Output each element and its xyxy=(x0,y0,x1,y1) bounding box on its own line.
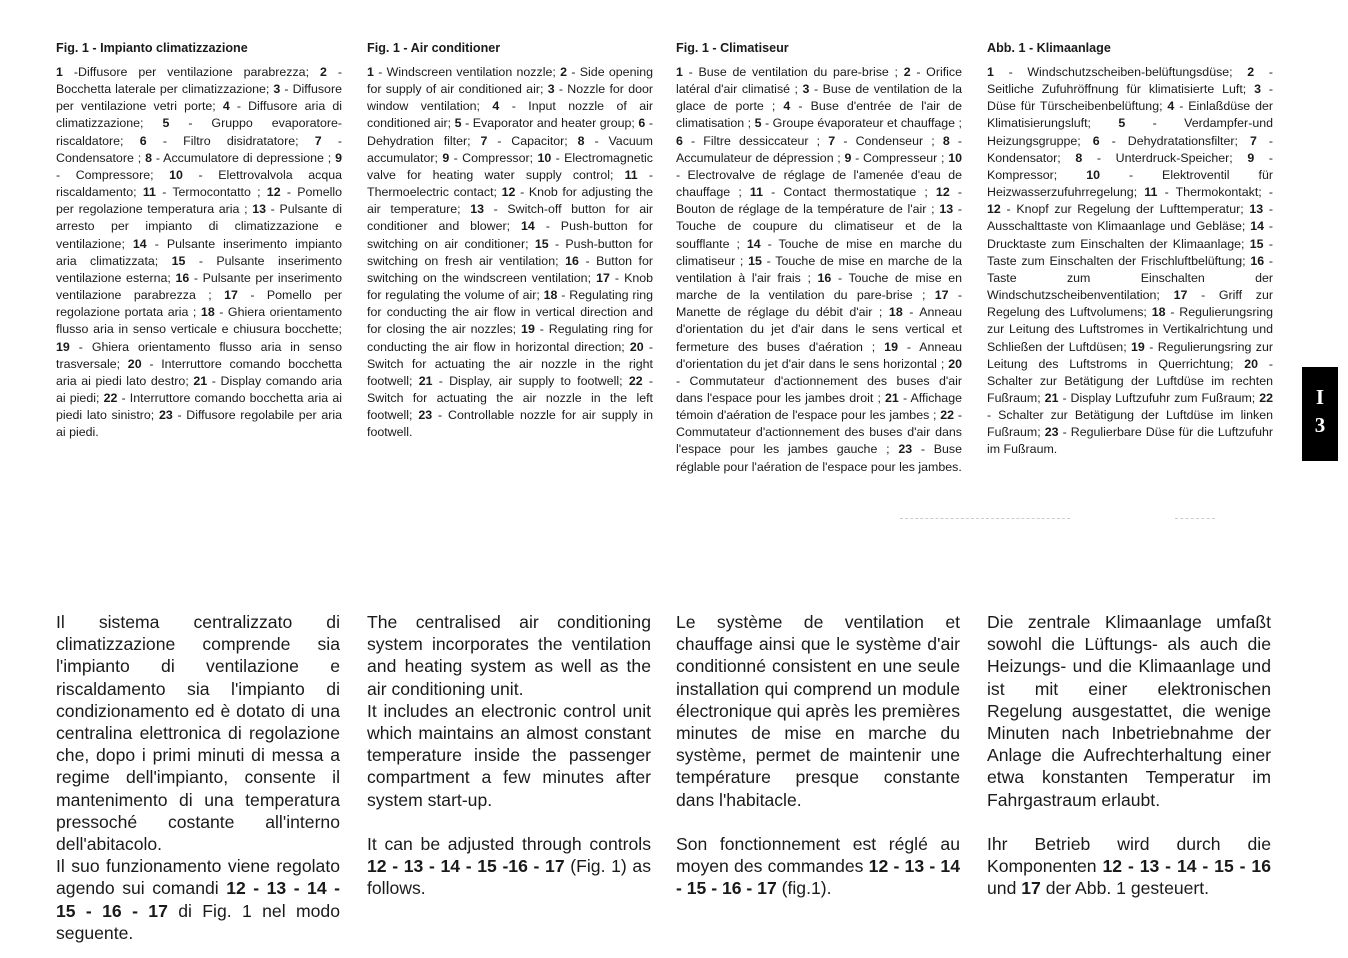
legend-item-number: 9 xyxy=(844,150,852,165)
body-text: The centralised air conditioning system incorporates the ventilation and heating system as well as the air conditioning unit. xyxy=(367,612,651,699)
body-text: Il suo funzionamento viene regolato agendo sui comandi xyxy=(56,856,340,899)
legend-item-number: 14 xyxy=(1250,219,1265,234)
legend-item-number: 21 xyxy=(885,390,899,405)
body-text: di Fig. 1 nel modo seguente. xyxy=(56,900,340,943)
legend-item-text: - Ghiera orientamento flusso aria in senso verticale e chiusura bocchette; xyxy=(56,305,342,337)
legend-title: Fig. 1 - Impianto climatizzazione xyxy=(56,41,248,55)
legend-german xyxy=(987,40,1273,459)
legend-item-text: - Touche de coupure du climatiseur et de la soufflante ; xyxy=(676,202,962,251)
legend-title: Abb. 1 - Klimaanlage xyxy=(987,41,1111,55)
body-text: It includes an electronic control unit which maintains an almost constant temperature inside the passenger compartment a few minutes after system start-up. xyxy=(367,700,651,810)
legend-item-text: - Gruppo evaporatore-riscaldatore; xyxy=(56,116,342,148)
legend-item-number: 5 xyxy=(754,116,762,131)
body-paragraph xyxy=(676,611,960,811)
legend-item-number: 10 xyxy=(1086,167,1100,182)
legend-item-number: 8 xyxy=(145,150,152,165)
legend-item-text: - Diffusore aria di climatizzazione; xyxy=(56,99,342,131)
legend-item-text: - Accumulatore di depressione ; xyxy=(155,150,336,165)
legend-item-number: 19 xyxy=(56,339,70,354)
legend-item-number: 6 xyxy=(676,133,683,148)
legend-item-text: - Dehydration filter; xyxy=(367,116,653,148)
legend-item-number: 1 xyxy=(367,65,374,79)
legend-title: Fig. 1 - Air conditioner xyxy=(367,41,501,55)
legend-item-text: - Switch for actuating the air nozzle in the left footwell; xyxy=(367,373,654,423)
body-paragraphs xyxy=(987,611,1271,833)
legend-item-text: - Regulating ring for conducting the air flow in horizontal direction; xyxy=(367,322,653,354)
legend-item-text: - Anneau d'orientation du jet d'air dans le sens vertical et fermeture des buses d'aération ; xyxy=(676,305,963,354)
body-text: It can be adjusted through controls xyxy=(367,834,651,854)
divider xyxy=(1175,518,1215,519)
legend-item-number: 12 xyxy=(987,202,1001,217)
legend-item-text: - Button for switching on the windscreen ventilation; xyxy=(367,253,653,285)
legend-item-text: - Vacuum accumulator; xyxy=(367,133,653,165)
legend-item-text: - Pomello per regolazione portata aria ; xyxy=(56,288,342,320)
body-text: Son fonctionnement est réglé au moyen des commandes xyxy=(676,834,960,877)
legend-item-number: 3 xyxy=(547,82,555,97)
legend-item-text: - Interruttore comando bocchetta aria ai piedi lato sinistro; xyxy=(56,390,342,423)
legend-item-number: 12 xyxy=(266,185,281,200)
legend-item-number: 11 xyxy=(624,167,638,182)
legend-item-text: - Compressor; xyxy=(453,150,538,165)
legend-item-text: - Diffusore per ventilazione vetri porte; xyxy=(56,82,342,114)
legend-item-number: 9 xyxy=(442,150,450,165)
legend-item-number: 2 xyxy=(903,65,911,79)
legend-item-number: 13 xyxy=(1249,202,1264,217)
legend-item-text: - Contact thermostatique ; xyxy=(771,185,936,200)
legend-title: Fig. 1 - Climatiseur xyxy=(676,41,789,55)
legend-item-text: - Einlaßdüse der Klimatisierungsluft; xyxy=(987,99,1273,131)
legend-item-number: 8 xyxy=(942,133,950,148)
control-numbers: 12 - 13 - 14 - 15 -16 - 17 xyxy=(367,856,565,877)
legend-item-text: - Push-button for switching on fresh air ventilation; xyxy=(367,236,654,268)
legend-items xyxy=(56,64,342,441)
legend-item-text: - Elettrovalvola acqua riscaldamento; xyxy=(56,167,343,200)
legend-item-text: - Pulsante inserimento ventilazione esterna; xyxy=(56,253,343,285)
legend-item-number: 6 xyxy=(638,116,646,131)
legend-item-number: 19 xyxy=(884,339,898,354)
legend-item-number: 17 xyxy=(934,288,949,303)
legend-item-number: 1 xyxy=(56,65,63,79)
legend-item-number: 20 xyxy=(1244,356,1259,371)
legend-item-text: - Schalter zur Betätigung der Luftdüse im linken Fußraum; xyxy=(987,408,1273,440)
legend-item-number: 10 xyxy=(948,150,962,165)
legend-item-text: - Condensatore ; xyxy=(56,133,342,165)
control-numbers: 12 - 13 - 14 - 15 - 16 - 17 xyxy=(676,856,960,899)
legend-item-number: 21 xyxy=(418,373,433,388)
legend-item-number: 13 xyxy=(252,202,266,217)
legend-item-number: 18 xyxy=(888,305,903,320)
legend-item-text: - Filtro disidratatore; xyxy=(162,133,315,148)
legend-item-number: 15 xyxy=(748,253,762,268)
legend-item-text: - Commutateur d'actionnement des buses d'air dans l'espace pour les jambes droit ; xyxy=(676,373,962,405)
legend-item-number: 7 xyxy=(1249,133,1257,148)
legend-item-number: 21 xyxy=(1044,390,1059,405)
legend-item-number: 8 xyxy=(577,133,585,148)
legend-item-number: 23 xyxy=(898,442,913,457)
legend-item-text: - Side opening for supply of air conditioned air; xyxy=(367,65,653,97)
legend-item-number: 6 xyxy=(139,133,147,148)
legend-item-text: - Manette de réglage du débit d'air ; xyxy=(676,288,962,320)
legend-item-number: 17 xyxy=(1173,288,1188,303)
legend-item-text: - Schalter zur Betätigung der Luftdüse im rechten Fußraum; xyxy=(987,356,1273,405)
legend-item-number: 18 xyxy=(543,288,558,303)
legend-item-text: - Touche de mise en marche du climatiseur ; xyxy=(676,236,962,268)
body-text-english xyxy=(367,611,651,900)
legend-item-text: - Pomello per regolazione temperatura aria ; xyxy=(56,185,342,217)
legend-item-text: - Kompressor; xyxy=(987,150,1273,182)
legend-item-number: 17 xyxy=(224,288,238,303)
legend-item-text: - Bouton de réglage de la température de l'air ; xyxy=(676,185,962,217)
legend-item-text: - Buse réglable pour l'aération de l'espace pour les jambes. xyxy=(676,442,963,474)
legend-item-text: - Dehydratationsfilter; xyxy=(1111,133,1250,148)
legend-item-text: - Commutateur d'actionnement des buses d'air dans l'espace pour les jambes gauche ; xyxy=(676,408,962,457)
legend-item-number: 2 xyxy=(560,65,568,79)
body-paragraph xyxy=(987,611,1271,811)
legend-item-text: - Capacitor; xyxy=(497,133,578,148)
legend-item-number: 4 xyxy=(492,99,500,114)
page-number: 3 xyxy=(1314,413,1326,437)
legend-item-text: - Orifice latéral d'air climatisé ; xyxy=(676,65,962,97)
legend-item-number: 11 xyxy=(142,185,156,200)
control-numbers: 12 - 13 - 14 - 15 - 16 - 17 xyxy=(56,878,340,921)
controls-paragraph xyxy=(367,833,651,900)
body-paragraph xyxy=(367,700,651,811)
legend-item-text: - Display comando aria ai piedi; xyxy=(56,373,342,405)
legend-item-number: 15 xyxy=(171,253,186,268)
legend-item-number: 4 xyxy=(1167,99,1175,114)
legend-item-number: 20 xyxy=(948,356,962,371)
legend-item-text: - Diffusore regolabile per aria ai piedi. xyxy=(56,408,342,440)
legend-item-text: - Regulierungsring zur Leitung des Luftstroms in Querrichtung; xyxy=(987,339,1273,371)
legend-item-number: 13 xyxy=(470,202,485,217)
legend-item-number: 4 xyxy=(783,99,791,114)
legend-item-text: - Düse für Türscheibenbelüftung; xyxy=(987,82,1273,114)
legend-item-text: - Taste zum Einschalten der Frischluftbelüftung; xyxy=(987,236,1273,268)
legend-item-text: - Thermokontakt; - xyxy=(1164,185,1273,200)
legend-item-text: - Affichage témoin d'aération de l'espace pour les jambes ; xyxy=(676,390,962,423)
section-tab xyxy=(1302,367,1338,461)
body-paragraph xyxy=(56,611,340,855)
legend-item-number: 1 xyxy=(676,65,683,79)
legend-item-text: - Compressore; xyxy=(56,167,170,182)
legend-item-number: 22 xyxy=(628,373,643,388)
legend-item-text: - Groupe évaporateur et chauffage ; xyxy=(765,116,962,131)
legend-item-text: - Push-button for switching on air conditioner; xyxy=(367,219,654,251)
legend-item-text: - Drucktaste zum Einschalten der Klimaanlage; xyxy=(987,219,1273,251)
legend-item-number: 12 xyxy=(501,185,516,200)
legend-item-text: - Pulsante per inserimento ventilazione parabrezza ; xyxy=(56,270,342,303)
legend-item-number: 23 xyxy=(418,408,433,423)
legend-item-text: - Touche de mise en marche de la ventilation du pare-brise ; xyxy=(676,270,962,303)
legend-item-text: - Electromagnetic valve for heating water supply control; xyxy=(367,150,653,182)
legend-item-text: - Ausschalttaste von Klimaanlage und Gebläse; xyxy=(987,202,1273,234)
legend-items xyxy=(367,64,653,441)
legend-item-text: - Seitliche Zufuhröffnung für klimatisierte Luft; xyxy=(987,65,1273,97)
legend-item-text: - Accumulateur de dépression ; xyxy=(676,133,962,165)
legend-item-text: - Regulierungsring zur Leitung des Luftstromes in Vertikalrichtung und Schließen der Luftdüsen; xyxy=(987,305,1273,354)
legend-item-number: 5 xyxy=(454,116,462,131)
legend-item-number: 21 xyxy=(193,373,208,388)
controls-paragraph xyxy=(987,833,1271,900)
legend-item-number: 4 xyxy=(222,99,230,114)
controls-paragraph xyxy=(676,833,960,900)
legend-item-text: - Knob for adjusting the air temperature; xyxy=(367,185,653,217)
legend-item-number: 16 xyxy=(1250,253,1265,268)
legend-item-number: 14 xyxy=(521,219,535,234)
section-letter: I xyxy=(1315,385,1325,409)
body-paragraphs xyxy=(367,611,651,833)
legend-item-text: - Kondensator; xyxy=(987,133,1273,165)
control-numbers: 17 xyxy=(1021,878,1041,899)
legend-item-text: - Regulating ring for conducting the air flow in vertical direction and for closing the air nozzles; xyxy=(367,288,653,337)
legend-item-number: 13 xyxy=(939,202,954,217)
legend-english xyxy=(367,40,653,441)
body-text: Die zentrale Klimaanlage umfaßt sowohl die Lüftungs- als auch die Heizungs- und die Klimaanlage und ist mit einer elektronischen Regelung ausgestattet, die wenige Minuten nach Inbetriebnahme der Anlage die Aufrechterhaltung einer etwa konstanten Temperatur im Fahrgastraum erlaubt. xyxy=(987,612,1271,810)
legend-item-text: - Elektroventil für Heizwasserzufuhrregelung; xyxy=(987,167,1273,200)
legend-item-text: - Compresseur ; xyxy=(855,150,949,165)
body-text: (Fig. 1) as follows. xyxy=(367,856,651,899)
controls-paragraph xyxy=(56,855,340,944)
legend-item-number: 16 xyxy=(175,270,190,285)
legend-item-number: 1 xyxy=(987,65,994,79)
legend-item-text: - Display, air supply to footwell; xyxy=(438,373,629,388)
legend-item-number: 10 xyxy=(537,150,552,165)
legend-item-number: 10 xyxy=(169,167,183,182)
legend-item-number: 7 xyxy=(828,133,836,148)
legend-item-number: 15 xyxy=(1249,236,1264,251)
legend-item-number: 18 xyxy=(200,305,215,320)
legend-item-number: 5 xyxy=(1118,116,1126,131)
legend-item-text: - Buse de ventilation de la glace de porte ; xyxy=(676,82,962,114)
legend-item-number: 8 xyxy=(1075,150,1083,165)
legend-item-text: - Pulsante di arresto per impianto di climatizzazione e ventilazione; xyxy=(56,202,342,251)
legend-item-number: 9 xyxy=(335,150,342,165)
legend-item-number: 3 xyxy=(802,82,810,97)
legend-item-number: 17 xyxy=(596,270,610,285)
legend-item-text: - Condenseur ; xyxy=(843,133,943,148)
legend-item-number: 20 xyxy=(629,339,644,354)
legend-item-number: 14 xyxy=(132,236,147,251)
legend-item-text: - Regulierbare Düse für die Luftzufuhr im Fußraum. xyxy=(987,425,1273,457)
legend-item-text: - Verdampfer-und Heizungsgruppe; xyxy=(987,116,1273,148)
legend-item-text: - Knob for regulating the volume of air; xyxy=(367,270,654,303)
legend-item-text: - Thermoelectric contact; xyxy=(367,167,653,200)
body-text: und xyxy=(987,878,1022,899)
legend-item-number: 22 xyxy=(940,408,955,423)
body-text-italian xyxy=(56,611,340,944)
legend-item-number: 11 xyxy=(749,185,764,200)
legend-item-number: 6 xyxy=(1092,133,1100,148)
legend-item-text: - Filtre dessiccateur ; xyxy=(691,133,829,148)
legend-item-number: 22 xyxy=(103,390,118,405)
body-text-german xyxy=(987,611,1271,900)
legend-item-number: 2 xyxy=(1247,65,1255,79)
legend-item-text: - Ghiera orientamento flusso aria in senso trasversale; xyxy=(56,339,342,371)
legend-item-number: 7 xyxy=(314,133,322,148)
legend-item-text: - Nozzle for door window ventilation; xyxy=(367,82,653,114)
legend-item-text: - Evaporator and heater group; xyxy=(465,116,639,131)
legend-item-text: -Diffusore per ventilazione parabrezza; xyxy=(73,65,320,79)
body-text: Le système de ventilation et chauffage ainsi que le système d'air conditionné consistent en une seule installation qui comprend un module électronique qui après les premières minutes de mise en marche du système, permet de maintenir une température presque constante dans l'habitacle. xyxy=(676,612,960,810)
legend-item-number: 3 xyxy=(273,82,281,97)
legend-item-text: - Termocontatto ; xyxy=(162,185,267,200)
legend-item-text: - Display Luftzufuhr zum Fußraum; xyxy=(1062,390,1260,405)
body-text: (fig.1). xyxy=(776,878,832,899)
legend-item-text: - Griff zur Regelung des Luftvolumens; xyxy=(987,288,1273,320)
legend-item-number: 16 xyxy=(817,270,832,285)
legend-item-text: - Taste zum Einschalten der Windschutzscheibenventilation; xyxy=(987,253,1273,303)
legend-item-text: - Windscreen ventilation nozzle; xyxy=(378,65,561,79)
legend-item-text: - Interruttore comando bocchetta aria ai piedi lato destro; xyxy=(56,356,343,388)
legend-item-number: 12 xyxy=(935,185,950,200)
body-paragraphs xyxy=(56,611,340,855)
divider xyxy=(900,518,1070,519)
legend-items xyxy=(676,64,962,476)
legend-item-text: - Unterdruck-Speicher; xyxy=(1096,150,1248,165)
legend-items xyxy=(987,64,1273,459)
legend-item-text: - Anneau d'orientation du jet d'air dans le sens horizontal ; xyxy=(676,339,962,371)
legend-item-number: 18 xyxy=(1151,305,1166,320)
legend-item-text: - Windschutzscheiben-belüftungsdüse; xyxy=(1008,65,1248,79)
legend-item-number: 19 xyxy=(1131,339,1145,354)
control-numbers: 12 - 13 - 14 - 15 - 16 xyxy=(1102,856,1271,877)
body-text: Il sistema centralizzato di climatizzazione comprende sia l'impianto di ventilazione e riscaldamento sia l'impianto di condizionamento ed è dotato di una centralina elettronica di regolazione che, dopo i primi minuti di messa a regime dell'impianto, consente il mantenimento di una temperatura pressoché costante all'interno dell'abitacolo. xyxy=(56,612,340,855)
legend-italian xyxy=(56,40,342,441)
legend-item-number: 9 xyxy=(1247,150,1255,165)
legend-item-text: - Controllable nozzle for air supply in footwell. xyxy=(367,408,653,440)
legend-item-number: 19 xyxy=(521,322,535,337)
body-paragraphs xyxy=(676,611,960,833)
legend-item-text: - Knopf zur Regelung der Lufttemperatur; xyxy=(1006,202,1250,217)
legend-item-text: - Electrovalve de réglage de l'amenée d'eau de chauffage ; xyxy=(676,167,962,200)
body-paragraph xyxy=(367,611,651,700)
legend-item-text: - Switch-off button for air conditioner and blower; xyxy=(367,202,653,234)
legend-item-number: 15 xyxy=(534,236,549,251)
legend-item-text: - Input nozzle of air conditioned air; xyxy=(367,99,653,131)
legend-item-number: 22 xyxy=(1259,390,1273,405)
legend-item-number: 5 xyxy=(162,116,170,131)
legend-item-number: 23 xyxy=(1044,425,1059,440)
legend-item-number: 20 xyxy=(127,356,142,371)
legend-item-number: 16 xyxy=(565,253,579,268)
legend-item-number: 14 xyxy=(746,236,761,251)
legend-item-text: - Switch for actuating the air nozzle in the right footwell; xyxy=(367,339,653,388)
body-text: der Abb. 1 gesteuert. xyxy=(1040,878,1210,899)
legend-item-text: - Buse d'entrée de l'air de climatisation ; xyxy=(676,99,962,131)
body-text-french xyxy=(676,611,960,900)
legend-item-number: 11 xyxy=(1144,185,1158,200)
legend-item-number: 23 xyxy=(158,408,173,423)
legend-item-number: 2 xyxy=(319,65,327,79)
legend-item-text: - Bocchetta laterale per climatizzazione; xyxy=(56,65,342,97)
legend-item-number: 7 xyxy=(480,133,488,148)
legend-item-text: - Touche de mise en marche de la ventilation à l'air frais ; xyxy=(676,253,963,285)
legend-french xyxy=(676,40,962,476)
legend-item-text: - Buse de ventilation du pare-brise ; xyxy=(688,65,904,79)
legend-item-text: - Pulsante inserimento impianto aria climatizzata; xyxy=(56,236,342,268)
body-text: Ihr Betrieb wird durch die Komponenten xyxy=(987,834,1271,877)
legend-item-number: 3 xyxy=(1254,82,1261,97)
